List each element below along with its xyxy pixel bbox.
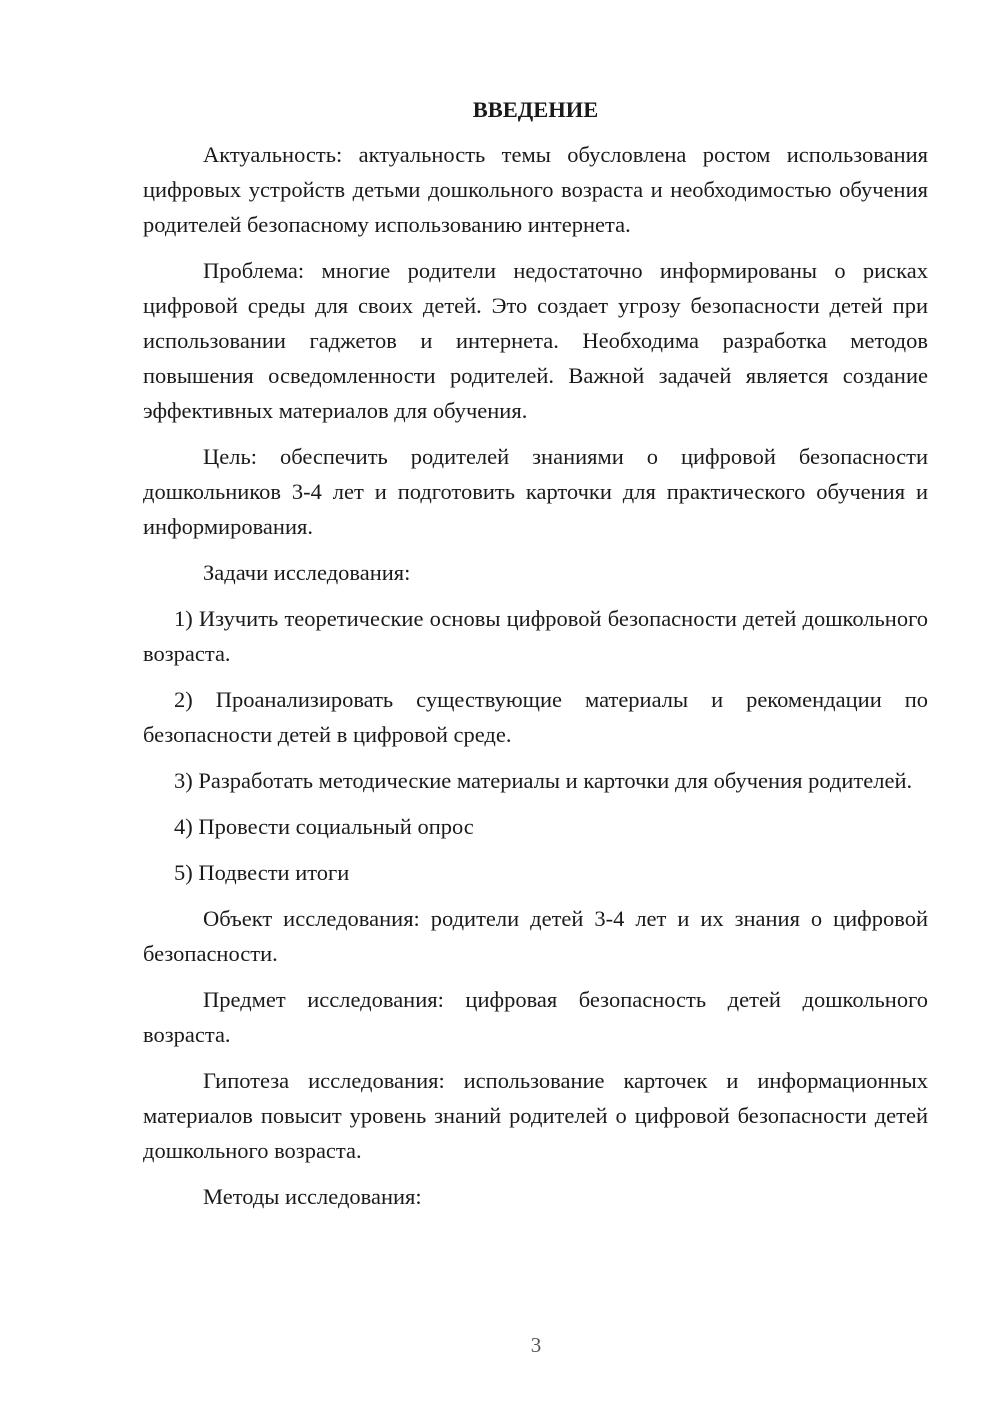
list-item: 5) Подвести итоги: [174, 860, 350, 885]
list-item: 2) Проанализировать существующие материалы и рекомендации по безопасности детей в цифровой среде.: [143, 687, 928, 747]
paragraph-subject: Предмет исследования: цифровая безопасность детей дошкольного возраста.: [143, 987, 928, 1047]
paragraph-object: Объект исследования: родители детей 3-4 лет и их знания о цифровой безопасности.: [143, 906, 928, 966]
list-item: 4) Провести социальный опрос: [174, 814, 474, 839]
tasks-list: [143, 601, 928, 890]
paragraph-hypothesis: Гипотеза исследования: использование карточек и информационных материалов повысит уровень знаний родителей о цифровой безопасности детей дошкольного возраста.: [143, 1068, 928, 1163]
document-page: [143, 95, 928, 1225]
tasks-heading: Задачи исследования:: [203, 560, 411, 585]
list-item: 1) Изучить теоретические основы цифровой безопасности детей дошкольного возраста.: [143, 606, 928, 666]
page-number: 3: [530, 1333, 542, 1357]
paragraph-goal: Цель: обеспечить родителей знаниями о цифровой безопасности дошкольников 3-4 лет и подготовить карточки для практического обучения и информирования.: [143, 444, 928, 539]
methods-heading: Методы исследования:: [203, 1184, 422, 1209]
document-title: ВВЕДЕНИЕ: [472, 97, 599, 122]
paragraph-problem: Проблема: многие родители недостаточно информированы о рисках цифровой среды для своих детей. Это создает угрозу безопасности детей при использовании гаджетов и интернета. Необходима разработка методов повышения осведомленности родителей. Важной задачей является создание эффективных материалов для обучения.: [143, 258, 928, 423]
paragraph-relevance: Актуальность: актуальность темы обусловлена ростом использования цифровых устройств детьми дошкольного возраста и необходимостью обучения родителей безопасному использованию интернета.: [143, 142, 928, 237]
list-item: 3) Разработать методические материалы и карточки для обучения родителей.: [174, 768, 913, 793]
